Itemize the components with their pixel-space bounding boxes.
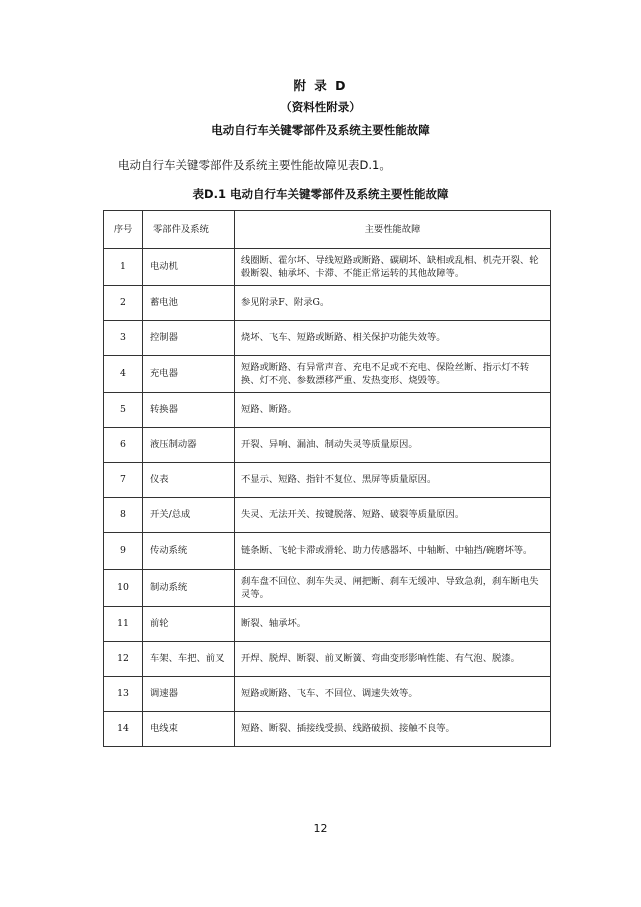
row-no: 12 <box>104 642 143 677</box>
row-no: 9 <box>104 533 143 570</box>
row-part: 车架、车把、前叉 <box>143 642 235 677</box>
row-fault: 刹车盘不回位、刹车失灵、闸把断、刹车无缓冲、导致急刹，刹车断电失灵等。 <box>235 570 551 607</box>
row-part: 调速器 <box>143 677 235 712</box>
row-fault: 短路、断裂、插接线受损、线路破损、接触不良等。 <box>235 712 551 747</box>
appendix-title: 附 录 D <box>293 78 348 93</box>
table-row <box>104 356 551 393</box>
row-no: 11 <box>104 607 143 642</box>
row-no: 2 <box>104 286 143 321</box>
row-part: 电线束 <box>143 712 235 747</box>
row-fault: 开焊、脱焊、断裂、前叉断簧、弯曲变形影响性能、有气泡、脱漆。 <box>235 642 551 677</box>
table-row <box>104 393 551 428</box>
row-no: 14 <box>104 712 143 747</box>
appendix-heading: 电动自行车关键零部件及系统主要性能故障 <box>211 123 430 137</box>
intro-paragraph: 电动自行车关键零部件及系统主要性能故障见表D.1。 <box>118 158 391 172</box>
row-fault: 短路或断路、有异常声音、充电不足或不充电、保险丝断、指示灯不转换、灯不亮、参数漂移严重、发热变形、烧毁等。 <box>235 356 551 393</box>
table-row <box>104 712 551 747</box>
row-no: 4 <box>104 356 143 393</box>
table-row <box>104 570 551 607</box>
row-no: 1 <box>104 249 143 286</box>
row-fault: 开裂、异响、漏油、制动失灵等质量原因。 <box>235 428 551 463</box>
row-no: 7 <box>104 463 143 498</box>
row-fault: 失灵、无法开关、按键脱落、短路、破裂等质量原因。 <box>235 498 551 533</box>
table-row <box>104 533 551 570</box>
table-row <box>104 249 551 286</box>
table-row <box>104 642 551 677</box>
row-part: 控制器 <box>143 321 235 356</box>
row-fault: 烧坏、飞车、短路或断路、相关保护功能失效等。 <box>235 321 551 356</box>
row-fault: 不显示、短路、指针不复位、黑屏等质量原因。 <box>235 463 551 498</box>
row-no: 10 <box>104 570 143 607</box>
row-part: 仪表 <box>143 463 235 498</box>
table-row <box>104 286 551 321</box>
row-fault: 链条断、飞轮卡滞或滑轮、助力传感器坏、中轴断、中轴挡/碗磨坏等。 <box>235 533 551 570</box>
table-caption: 表D.1 电动自行车关键零部件及系统主要性能故障 <box>192 187 449 201</box>
table-row <box>104 321 551 356</box>
row-part: 制动系统 <box>143 570 235 607</box>
row-part: 充电器 <box>143 356 235 393</box>
header-no: 序号 <box>104 211 143 249</box>
header-part: 零部件及系统 <box>143 211 235 249</box>
row-fault: 短路或断路、飞车、不回位、调速失效等。 <box>235 677 551 712</box>
table-row <box>104 677 551 712</box>
table-row <box>104 428 551 463</box>
row-fault: 参见附录F、附录G。 <box>235 286 551 321</box>
page-number: 12 <box>313 822 328 835</box>
row-fault: 短路、断路。 <box>235 393 551 428</box>
row-no: 6 <box>104 428 143 463</box>
fault-table <box>103 210 551 747</box>
table-row <box>104 498 551 533</box>
table-header-row <box>104 211 551 249</box>
row-part: 转换器 <box>143 393 235 428</box>
row-fault: 断裂、轴承坏。 <box>235 607 551 642</box>
row-fault: 线圈断、霍尔坏、导线短路或断路、碳刷坏、缺相或乱相、机壳开裂、轮毂断裂、轴承坏、卡滞、不能正常运转的其他故障等。 <box>235 249 551 286</box>
row-no: 13 <box>104 677 143 712</box>
row-part: 前轮 <box>143 607 235 642</box>
row-part: 开关/总成 <box>143 498 235 533</box>
row-part: 电动机 <box>143 249 235 286</box>
row-part: 蓄电池 <box>143 286 235 321</box>
table-row <box>104 463 551 498</box>
appendix-subtitle: （资料性附录） <box>280 100 361 114</box>
row-no: 3 <box>104 321 143 356</box>
header-fault: 主要性能故障 <box>235 211 551 249</box>
row-no: 5 <box>104 393 143 428</box>
row-part: 传动系统 <box>143 533 235 570</box>
row-no: 8 <box>104 498 143 533</box>
table-row <box>104 607 551 642</box>
row-part: 液压制动器 <box>143 428 235 463</box>
